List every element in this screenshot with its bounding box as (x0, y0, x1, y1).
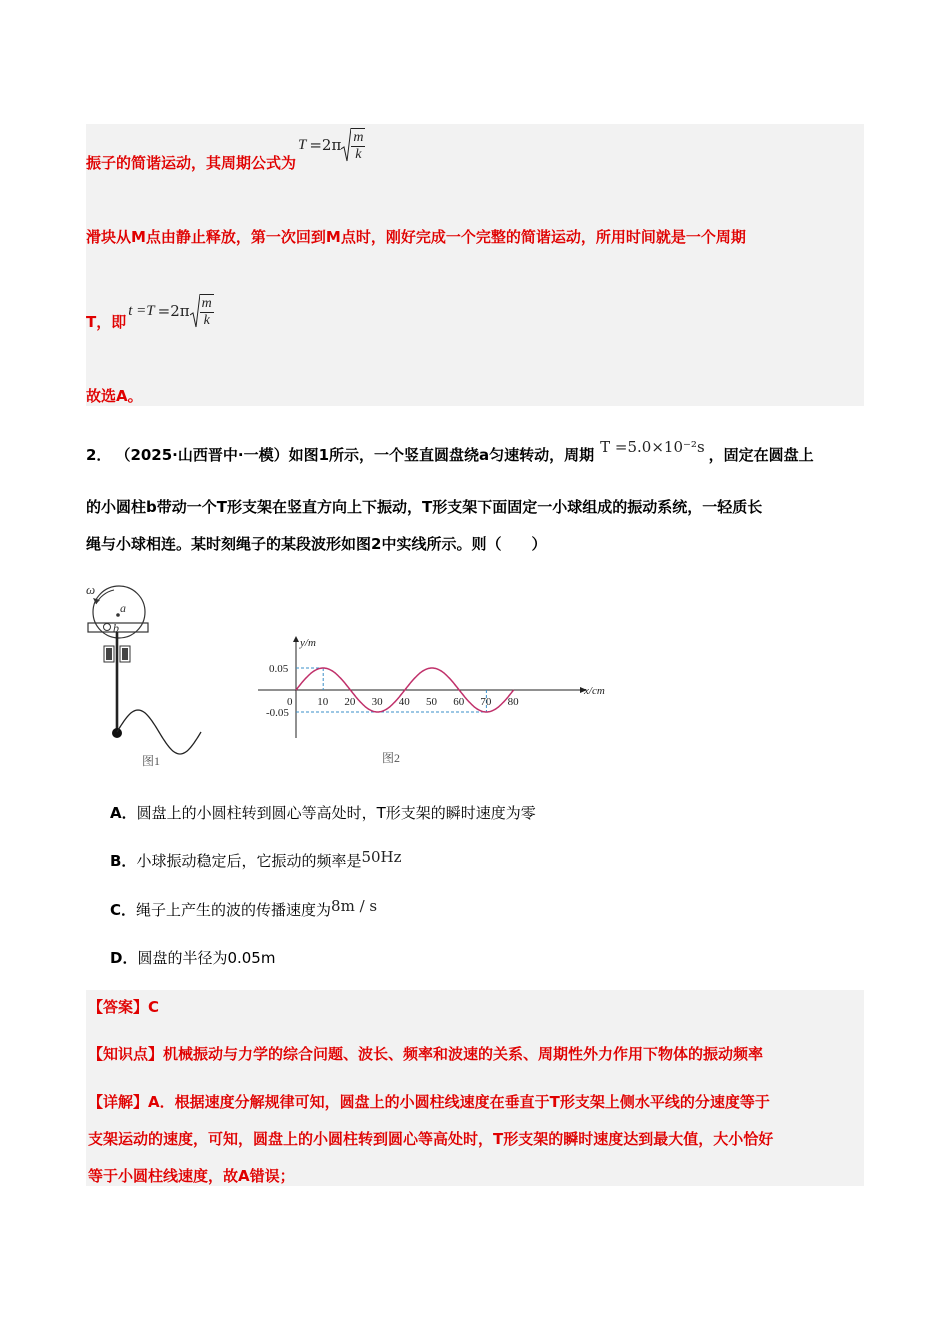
answer-block (86, 990, 864, 1186)
omega-label: ω (86, 582, 96, 597)
question-line1 (86, 434, 814, 474)
figure2-chart (250, 634, 620, 774)
option-text: 圆盘的半径为0.05m (137, 949, 276, 967)
sqrt-icon (341, 127, 351, 163)
sqrt-icon (190, 293, 200, 329)
solution-prev-line1 (86, 128, 365, 176)
x-tick-label: 30 (371, 696, 383, 708)
option-b[interactable] (110, 850, 402, 871)
question-source: （2025·山西晋中·一模） (115, 445, 289, 464)
detail-line1 (88, 1091, 770, 1112)
x-tick-label: 40 (398, 696, 410, 708)
answer-value: C (148, 998, 160, 1016)
option-letter: C． (110, 901, 137, 919)
option-letter: A． (110, 804, 137, 822)
detail-line3: 等于小圆柱线速度，故A错误； (88, 1167, 295, 1185)
question-number: 2． (86, 445, 112, 464)
knowledge-label: 【知识点】 (88, 1045, 164, 1063)
option-c[interactable] (110, 899, 377, 920)
disk (93, 586, 145, 638)
x-tick-label: 80 (507, 696, 519, 708)
origin-label: 0 (287, 696, 293, 708)
question-line2: 的小圆柱b带动一个T形支架在竖直方向上下振动，T形支架下面固定一小球组成的振动系统，一轻质长 (86, 498, 763, 516)
figure2-caption: 图2 (382, 751, 401, 765)
y-axis-label: y/m (300, 637, 316, 649)
figure1 (82, 582, 222, 772)
y-tick-label: 0.05 (269, 663, 289, 675)
knowledge-line (88, 1043, 763, 1064)
x-axis-label: x/cm (584, 685, 605, 697)
x-tick-label: 10 (317, 696, 329, 708)
solution-prev-line2: 滑块从M点由静止释放，第一次回到M点时，刚好完成一个完整的简谐运动，所用时间就是一个周期 (86, 228, 746, 246)
option-a[interactable] (110, 802, 536, 823)
answer-line (88, 996, 159, 1017)
question-line3: 绳与小球相连。某时刻绳子的某段波形如图2中实线所示。则（ ） (86, 535, 547, 553)
y-tick-label: -0.05 (266, 707, 289, 719)
option-math: 50Hz (361, 848, 402, 866)
x-tick-label: 20 (344, 696, 356, 708)
period-formula: T =2π $\frac{m}{k}$ (298, 127, 365, 163)
label-b: b (113, 621, 119, 635)
ball (112, 728, 122, 738)
pin-b (104, 624, 111, 631)
option-text: 绳子上产生的波的传播速度为 (136, 901, 332, 919)
detail-line2: 支架运动的速度，可知，圆盘上的小圆柱转到圆心等高处时，T形支架的瞬时速度达到最大值，大小恰好 (88, 1130, 774, 1148)
x-tick-label: 50 (426, 696, 437, 708)
detail-text-1: A．根据速度分解规律可知，圆盘上的小圆柱线速度在垂直于T形支架上侧水平线的分速度等于 (148, 1093, 770, 1111)
option-d[interactable] (110, 947, 275, 968)
rope (117, 710, 201, 754)
question-stem-part2: ，固定在圆盘上 (708, 445, 814, 464)
x-tick-label: 70 (480, 696, 492, 708)
period-value: T =5.0×10⁻²s (600, 438, 705, 456)
figure1-caption: 图1 (142, 754, 161, 768)
option-text: 小球振动稳定后，它振动的频率是 (136, 852, 362, 870)
detail-label: 【详解】 (88, 1093, 149, 1111)
label-a: a (120, 601, 126, 615)
option-text: 圆盘上的小圆柱转到圆心等高处时，T形支架的瞬时速度为零 (136, 804, 536, 822)
solution-prev-line4: 故选A。 (86, 387, 143, 405)
answer-label: 【答案】 (88, 998, 149, 1016)
t-formula: t =T =2π $\frac{m}{k}$ (128, 293, 214, 329)
option-math: 8m / s (331, 897, 378, 915)
knowledge-text: 机械振动与力学的综合问题、波长、频率和波速的关系、周期性外力作用下物体的振动频率 (163, 1045, 764, 1063)
option-letter: B． (110, 852, 137, 870)
x-tick-label: 60 (453, 696, 465, 708)
question-stem-part1: 如图1所示，一个竖直圆盘绕a匀速转动，周期 (288, 445, 595, 464)
option-letter: D． (110, 949, 138, 967)
solution-prev-line3 (86, 286, 214, 334)
solution-line3-text: T，即 (86, 312, 127, 331)
solution-line1-text: 振子的简谐运动，其周期公式为 (86, 153, 297, 172)
